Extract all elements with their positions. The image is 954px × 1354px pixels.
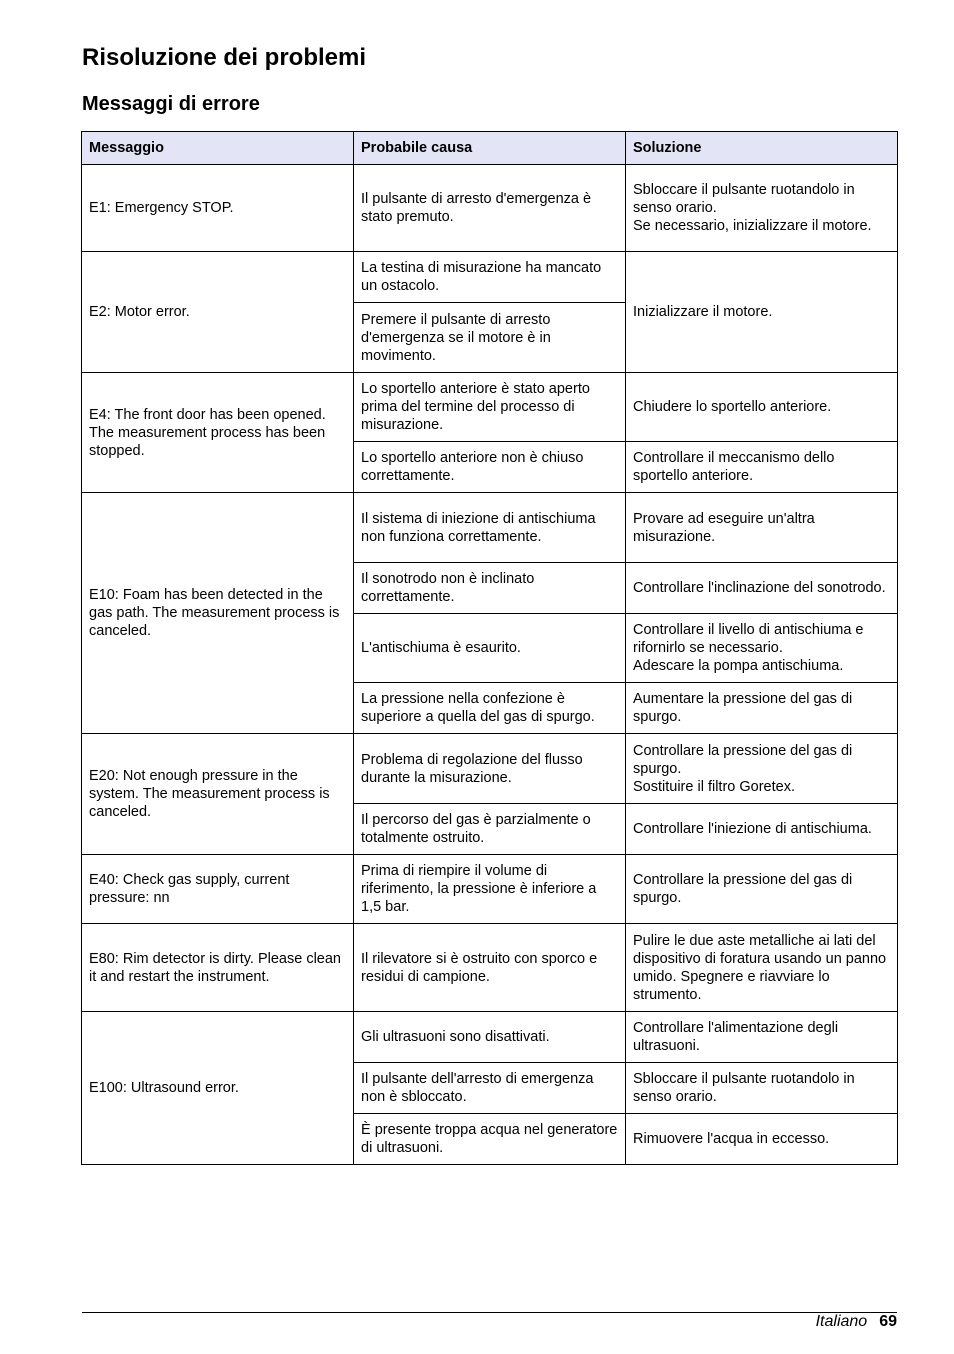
solution-cell: Provare ad eseguire un'altra misurazione.	[626, 493, 898, 563]
cause-cell: La testina di misurazione ha mancato un ostacolo.	[354, 252, 626, 303]
table-row	[82, 373, 898, 442]
solution-cell: Controllare il meccanismo dello sportello anteriore.	[626, 442, 898, 493]
message-cell: E10: Foam has been detected in the gas path. The measurement process is canceled.	[82, 493, 354, 734]
footer-language: Italiano	[815, 1313, 868, 1330]
table-row	[82, 734, 898, 804]
message-cell: E20: Not enough pressure in the system. The measurement process is canceled.	[82, 734, 354, 855]
solution-cell: Sbloccare il pulsante ruotandolo in senso orario.	[626, 1063, 898, 1114]
cause-cell: Il rilevatore si è ostruito con sporco e residui di campione.	[354, 924, 626, 1012]
cause-cell: Il pulsante di arresto d'emergenza è stato premuto.	[354, 165, 626, 252]
table-row	[82, 493, 898, 563]
message-cell: E1: Emergency STOP.	[82, 165, 354, 252]
solution-cell: Controllare l'alimentazione degli ultrasuoni.	[626, 1012, 898, 1063]
cause-cell: Gli ultrasuoni sono disattivati.	[354, 1012, 626, 1063]
solution-cell: Aumentare la pressione del gas di spurgo.	[626, 683, 898, 734]
cause-cell: Prima di riempire il volume di riferimento, la pressione è inferiore a 1,5 bar.	[354, 855, 626, 924]
cause-cell: Problema di regolazione del flusso durante la misurazione.	[354, 734, 626, 804]
page-number: 69	[879, 1313, 897, 1330]
header-solution: Soluzione	[626, 132, 898, 165]
table-row	[82, 1012, 898, 1063]
error-messages-table	[81, 131, 898, 1165]
page-title: Risoluzione dei problemi	[82, 44, 367, 71]
header-cause: Probabile causa	[354, 132, 626, 165]
cause-cell: L'antischiuma è esaurito.	[354, 614, 626, 683]
cause-cell: Il sistema di iniezione di antischiuma non funziona correttamente.	[354, 493, 626, 563]
solution-cell: Inizializzare il motore.	[626, 252, 898, 373]
solution-cell: Controllare la pressione del gas di spurgo. Sostituire il filtro Goretex.	[626, 734, 898, 804]
cause-cell: Il percorso del gas è parzialmente o totalmente ostruito.	[354, 804, 626, 855]
cause-cell: Lo sportello anteriore è stato aperto prima del termine del processo di misurazione.	[354, 373, 626, 442]
page-footer	[816, 1313, 897, 1331]
message-cell: E100: Ultrasound error.	[82, 1012, 354, 1165]
message-cell: E80: Rim detector is dirty. Please clean it and restart the instrument.	[82, 924, 354, 1012]
solution-cell: Chiudere lo sportello anteriore.	[626, 373, 898, 442]
solution-cell: Rimuovere l'acqua in eccesso.	[626, 1114, 898, 1165]
table-header-row	[82, 132, 898, 165]
solution-cell: Pulire le due aste metalliche ai lati del dispositivo di foratura usando un panno umido. Spegnere e riavviare lo strumento.	[626, 924, 898, 1012]
table-row	[82, 252, 898, 303]
cause-cell: È presente troppa acqua nel generatore di ultrasuoni.	[354, 1114, 626, 1165]
footer-divider	[82, 1312, 897, 1313]
solution-cell: Controllare l'inclinazione del sonotrodo.	[626, 563, 898, 614]
solution-cell: Sbloccare il pulsante ruotandolo in senso orario. Se necessario, inizializzare il motore.	[626, 165, 898, 252]
cause-cell: Il pulsante dell'arresto di emergenza non è sbloccato.	[354, 1063, 626, 1114]
solution-cell: Controllare l'iniezione di antischiuma.	[626, 804, 898, 855]
table-row	[82, 165, 898, 252]
cause-cell: Lo sportello anteriore non è chiuso correttamente.	[354, 442, 626, 493]
header-message: Messaggio	[82, 132, 354, 165]
table-row	[82, 924, 898, 1012]
solution-cell: Controllare la pressione del gas di spurgo.	[626, 855, 898, 924]
section-title: Messaggi di errore	[82, 93, 260, 115]
solution-cell: Controllare il livello di antischiuma e rifornirlo se necessario. Adescare la pompa antischiuma.	[626, 614, 898, 683]
message-cell: E2: Motor error.	[82, 252, 354, 373]
table-row	[82, 855, 898, 924]
message-cell: E40: Check gas supply, current pressure: nn	[82, 855, 354, 924]
cause-cell: La pressione nella confezione è superiore a quella del gas di spurgo.	[354, 683, 626, 734]
cause-cell: Premere il pulsante di arresto d'emergenza se il motore è in movimento.	[354, 303, 626, 373]
message-cell: E4: The front door has been opened. The measurement process has been stopped.	[82, 373, 354, 493]
cause-cell: Il sonotrodo non è inclinato correttamente.	[354, 563, 626, 614]
